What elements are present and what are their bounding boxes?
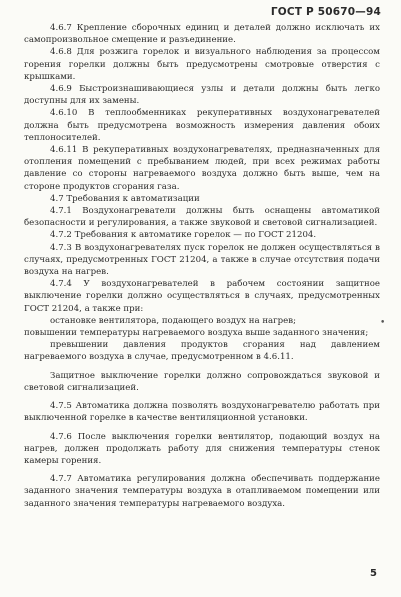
list-item-fan-stop: остановке вентилятора, подающего воздух на нагрев; xyxy=(50,315,296,326)
margin-mark: • xyxy=(380,318,386,328)
paragraph-4-6-10: 4.6.10 В теплообменниках рекуперативных воздухонагревателей должна быть предусмотрена возможность измерения давления обоих теплоносителей. xyxy=(24,108,380,143)
section-heading-4-7: 4.7 Требования к автоматизации xyxy=(50,193,200,204)
page-number: 5 xyxy=(370,568,377,579)
paragraph-4-6-9: 4.6.9 Быстроизнашивающиеся узлы и детали должны быть легко доступны для их замены. xyxy=(24,84,380,107)
paragraph-4-7-4: 4.7.4 У воздухонагревателей в рабочем состоянии защитное выключение горелки должно осуществляться в случаях, предусмотренных ГОСТ 21204, а также при: xyxy=(24,279,380,314)
body-text xyxy=(24,22,380,510)
paragraph-4-6-7: 4.6.7 Крепление сборочных единиц и деталей должно исключать их самопроизвольное смещение и разъединение. xyxy=(24,23,380,46)
paragraph-4-7-5: 4.7.5 Автоматика должна позволять воздухонагревателю работать при выключенной горелке в качестве вентиляционной установки. xyxy=(24,401,380,424)
paragraph-4-7-7: 4.7.7 Автоматика регулирования должна обеспечивать поддержание заданного значения температуры воздуха в отапливаемом помещении или заданного значения температуры нагреваемого воздуха. xyxy=(24,474,380,509)
paragraph-4-7-6: 4.7.6 После выключения горелки вентилятор, подающий воздух на нагрев, должен продолжать работу для снижения температуры стенок камеры горения. xyxy=(24,431,380,466)
paragraph-protective-shutdown: Защитное выключение горелки должно сопровождаться звуковой и световой сигнализацией. xyxy=(24,370,380,393)
paragraph-4-7-1: 4.7.1 Воздухонагреватели должны быть оснащены автоматикой безопасности и регулирования, а также звуковой и световой сигнализацией. xyxy=(24,206,380,229)
list-item-pressure: превышении давления продуктов сгорания над давлением нагреваемого воздуха в случае, предусмотренном в 4.6.11. xyxy=(24,340,380,363)
paragraph-4-7-2: 4.7.2 Требования к автоматике горелок — по ГОСТ 21204. xyxy=(50,230,317,241)
paragraph-4-7-3: 4.7.3 В воздухонагревателях пуск горелок не должен осуществляться в случаях, предусмотренных ГОСТ 21204, а также в случае отсутствия подачи воздуха на нагрев. xyxy=(24,242,380,278)
page-header: ГОСТ Р 50670—94 xyxy=(270,6,381,18)
paragraph-4-6-11: 4.6.11 В рекуперативных воздухонагревателях, предназначенных для отопления помещений с пребыванием людей, при всех режимах работы давление со стороны нагреваемого воздуха должно быть выше, чем на стороне продуктов сгорания газа. xyxy=(24,145,380,192)
list-item-temperature: повышении температуры нагреваемого воздуха выше заданного значения; xyxy=(24,328,369,339)
paragraph-4-6-8: 4.6.8 Для розжига горелок и визуального наблюдения за процессом горения горелки должны быть предусмотрены смотровые отверстия с крышками. xyxy=(24,47,380,82)
